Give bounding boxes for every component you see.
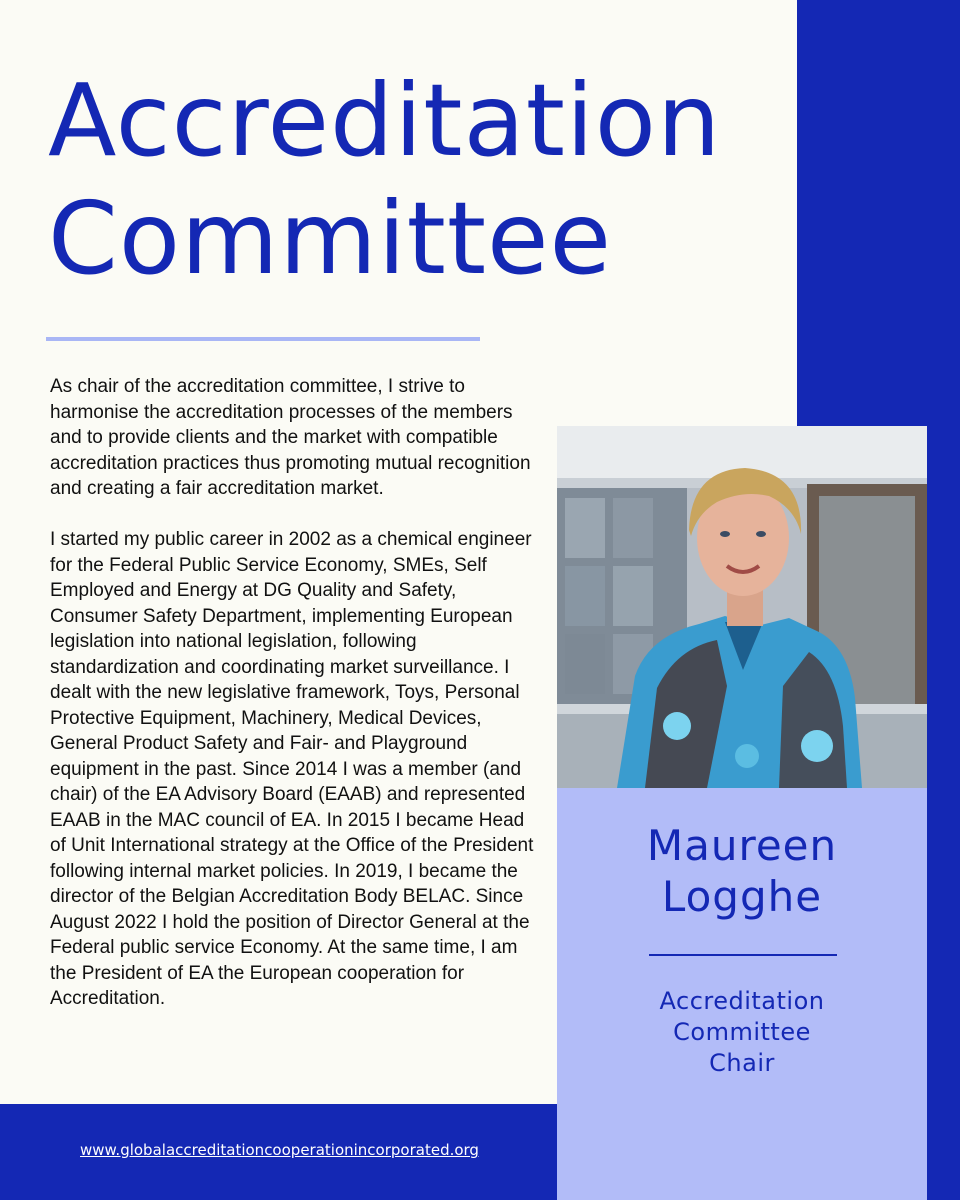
- title-divider: [46, 337, 480, 341]
- portrait-photo: [557, 426, 927, 788]
- bio-text: [50, 374, 540, 1037]
- bio-paragraph-1: As chair of the accreditation committee, I strive to harmonise the accreditation processes of the members and to provide clients and the market with compatible accreditation practices thus promoting mutual recognition and creating a fair accreditation market.: [50, 376, 531, 499]
- title-line-2: Committee: [48, 180, 613, 297]
- name-divider: [649, 954, 837, 956]
- profile-card: [557, 426, 927, 1200]
- bio-paragraph-2: I started my public career in 2002 as a chemical engineer for the Federal Public Service Economy, SMEs, Self Employed and Energy at DG Quality and Safety, Consumer Safety Department, implementing European legislation into national legislation, following standardization and coordinating market surveillance. I dealt with the new legislative framework, Toys, Personal Protective Equipment, Machinery, Medical Devices, General Product Safety and Fair- and Playground equipment in the past. Since 2014 I was a member (and chair) of the EA Advisory Board (EAAB) and represented EAAB in the MAC council of EA. In 2015 I became Head of Unit International strategy at the Office of the President following internal market policies. In 2019, I became the director of the Belgian Accreditation Body BELAC. Since August 2022 I hold the position of Director General at the Federal public service Economy. At the same time, I am the President of EA the European cooperation for Accreditation.: [50, 529, 534, 1009]
- person-role: Accreditation Committee Chair: [659, 987, 825, 1077]
- title-line-1: Accreditation: [48, 62, 722, 179]
- person-name: Maureen Logghe: [646, 821, 838, 921]
- website-link[interactable]: www.globalaccreditationcooperationincorporated.org: [80, 1141, 479, 1159]
- page-title: [48, 62, 721, 298]
